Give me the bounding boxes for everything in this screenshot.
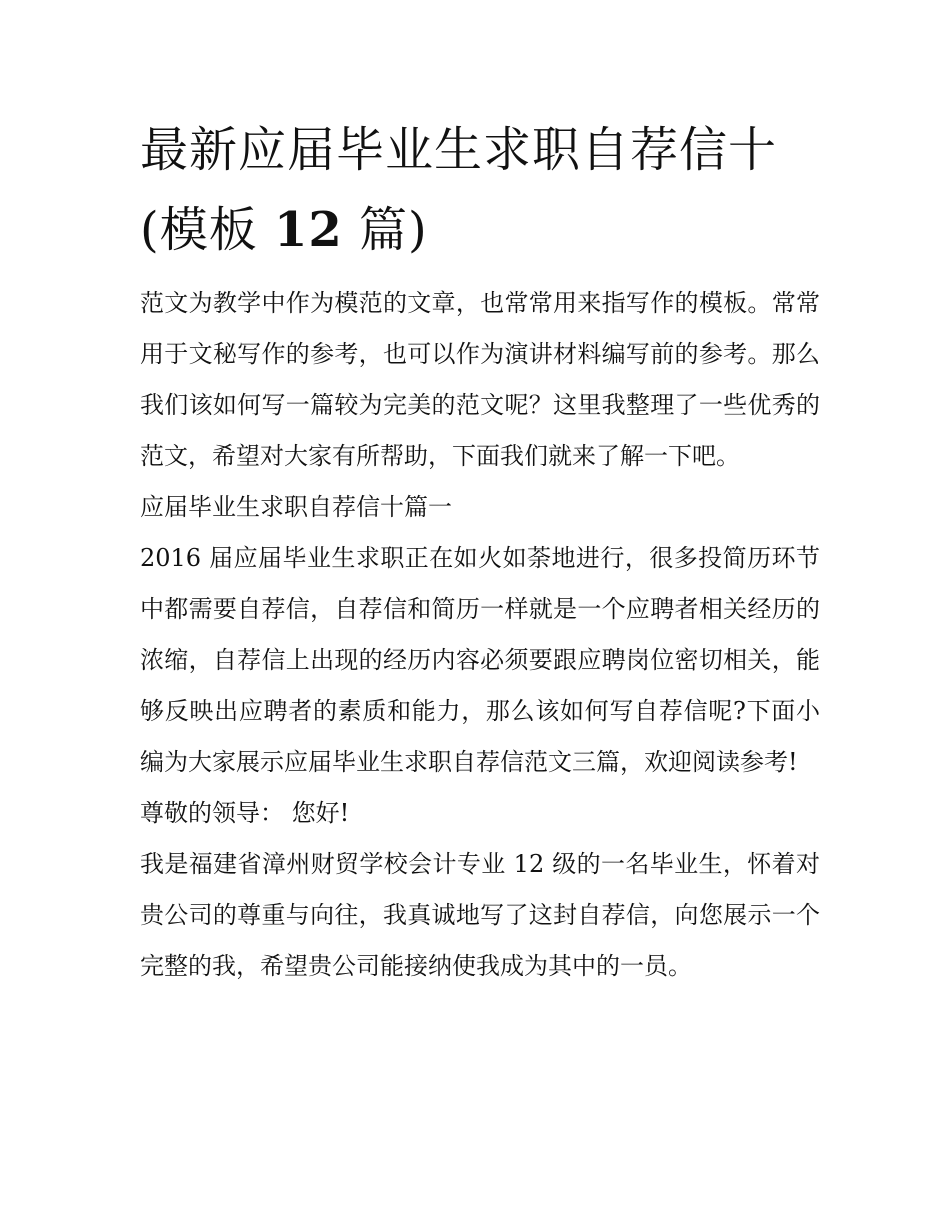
salutation: 尊敬的领导： 您好! <box>140 799 350 827</box>
title-line-2-number: 12 <box>274 202 343 258</box>
title-line-2-prefix: (模板 <box>140 202 274 258</box>
title-line-1: 最新应届毕业生求职自荐信十 <box>140 122 778 178</box>
body-paragraph-2: 我是福建省漳州财贸学校会计专业 12 级的一名毕业生，怀着对贵公司的尊重与向往，我真诚地写了这封自荐信，向您展示一个完整的我，希望贵公司能接纳使我成为其中的一员。 <box>140 850 820 980</box>
title-line-2-suffix: 篇) <box>342 202 428 258</box>
intro-paragraph: 范文为教学中作为模范的文章，也常常用来指写作的模板。常常用于文秘写作的参考，也可以作为演讲材料编写前的参考。那么我们该如何写一篇较为完美的范文呢？这里我整理了一些优秀的范文，希望对大家有所帮助，下面我们就来了解一下吧。 <box>140 289 820 470</box>
document-page <box>140 110 820 992</box>
body-paragraph-1: 2016 届应届毕业生求职正在如火如荼地进行，很多投简历环节中都需要自荐信，自荐信和简历一样就是一个应聘者相关经历的浓缩，自荐信上出现的经历内容必须要跟应聘岗位密切相关，能够反映出应聘者的素质和能力，那么该如何写自荐信呢?下面小编为大家展示应届毕业生求职自荐信范文三篇，欢迎阅读参考! <box>140 544 820 776</box>
section-heading: 应届毕业生求职自荐信十篇一 <box>140 493 452 521</box>
document-title <box>140 110 820 270</box>
